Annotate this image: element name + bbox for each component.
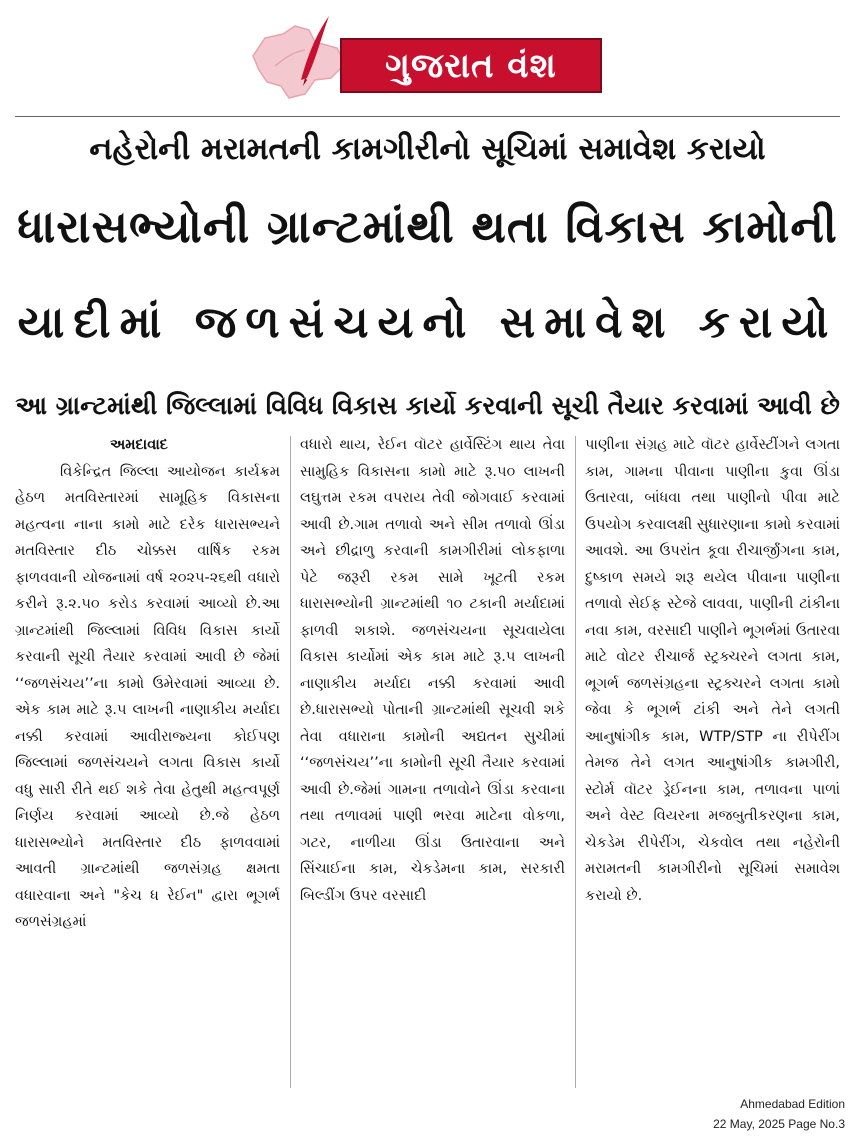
headline-line-2: યાદીમાં જળસંચયનો સમાવેશ કરાયો — [17, 297, 838, 348]
article-column-1 — [15, 432, 280, 1092]
edition-date-page: 22 May, 2025 Page No.3 — [713, 1117, 845, 1131]
masthead-nameplate — [340, 38, 602, 93]
header-rule — [15, 116, 840, 117]
masthead — [245, 8, 610, 106]
column-2-text: વધારો થાય, રેઈન વૉટર હાર્વેસ્ટિંગ થાય તેવા સામુહિક વિકાસના કામો માટે રૂ.૫૦ લાખની લઘુત્તમ રકમ વપરાય તેવી જોગવાઈ કરવામાં આવી છે.ગામ તળાવો અને સીમ તળાવો ઊંડા અને છીદ્રાળુ કરવાની કામગીરીમાં લોકફાળા પેટે જરૂરી રકમ સામે ખૂટતી રકમ ધારાસભ્યોની ગ્રાન્ટમાંથી ૧૦ ટકાની મર્યાદામાં ફાળવી શકાશે. જળસંચયના સૂચવાયેલા વિકાસ કાર્યોમાં એક કામ માટે રૂ.૫ લાખની નાણાકીય મર્યાદા નક્કી કરવામાં આવી છે.ધારાસભ્યો પોતાની ગ્રાન્ટમાંથી સૂચવી શકે તેવા વધારાના કામોની અદ્યતન સુચીમાં ‘‘જળસંચય’’ના કામોની સૂચી તૈયાર કરવામાં આવી છે.જેમાં ગામના તળાવોને ઊંડા કરવાના તથા તળાવમાં પાણી ભરવા માટેના વોકળા, ગટર, નાળીયા ઊંડા ઉતારવાના અને સિંચાઈના કામ, ચેકડેમના કામ, સરકારી બિલ્ડીંગ ઉપર વરસાદી — [300, 437, 565, 904]
column-divider — [575, 436, 576, 1088]
column-divider — [290, 436, 291, 1088]
article-kicker: નહેરોની મરામતની કામગીરીનો સૂચિમાં સમાવેશ કરાયો — [89, 131, 766, 167]
masthead-title: ગુજરાત વંશ — [385, 45, 557, 86]
column-3-text: પાણીના સંગ્રહ માટે વૉટર હાર્વેસ્ટીંગને લગતા કામ, ગામના પીવાના પાણીના કુવા ઊંડા ઉતારવા, બાંધવા તથા પાણીનો પીવા માટે ઉપયોગ કરવાલક્ષી સુધારણાના કામો કરવામાં આવશે. આ ઉપરાંત કૂવા રીચાર્જીંગના કામ, દુષ્કાળ સમયે શરૂ થયેલ પીવાના પાણીના તળાવો સેઈફ સ્ટેજે લાવવા, પાણીની ટાંકીના નવા કામ, વરસાદી પાણીને ભૂગર્ભમાં ઉતારવા માટે વોટર રીચાર્જ સ્ટ્રક્ચરને લગતા કામ, ભૂગર્ભ જળસંગ્રહના સ્ટ્રક્ચરને લગતા કામો જેવા કે ભૂગર્ભ ટાંકી અને તેને લગતી આનુષાંગીક કામ, WTP/STP ના રીપેરીંગ તેમજ તેને લગત આનુષાંગીક કામગીરી, સ્ટોર્મ વૉટર ડ્રેઈનના કામ, તળાવના પાળાં અને વેસ્ટ વિયરના મજબુતીકરણના કામ, ચેકડેમ રીપેરીંગ, ચેકવોલ તથા નહેરોની મરામતની કામગીરીનો સૂચિમાં સમાવેશ કરાયો છે. — [585, 437, 840, 904]
dateline: અમદાવાદ — [110, 437, 168, 453]
headline-line-1: ધારાસભ્યોની ગ્રાન્ટમાંથી થતા વિકાસ કામોની — [17, 200, 838, 253]
edition-info — [713, 1094, 845, 1134]
edition-name: Ahmedabad Edition — [740, 1097, 845, 1111]
article-deck: આ ગ્રાન્ટમાંથી જિલ્લામાં વિવિધ વિકાસ કાર્યો કરવાની સૂચી તૈયાર કરવામાં આવી છે — [15, 391, 840, 420]
article-column-3 — [585, 432, 840, 1092]
column-1-text: વિકેન્દ્રિત જિલ્લા આયોજન કાર્યક્રમ હેઠળ મતવિસ્તારમાં સામૂહિક વિકાસના મહત્વના નાના કામો માટે દરેક ધારાસભ્યને મતવિસ્તાર દીઠ ચોક્કસ વાર્ષિક રકમ ફાળવવાની યોજનામાં વર્ષ ૨૦૨૫-૨૬થી વધારો કરીને રૂ.૨.૫૦ કરોડ કરવામાં આવ્યો છે.આ ગ્રાન્ટમાંથી જિલ્લામાં વિવિધ વિકાસ કાર્યો કરવાની સૂચી તૈયાર કરવામાં આવી છે જેમાં ‘‘જળસંચય’’ના કામો ઉમેરવામાં આવ્યા છે. એક કામ માટે રૂ.૫ લાખની નાણાકીય મર્યાદા નક્કી કરવામાં આવીરાજ્યના કોઈપણ જિલ્લામાં જળસંચયને લગતા વિકાસ કાર્યો વધુ સારી રીતે થઈ શકે તેવા હેતુથી મહત્વપૂર્ણ નિર્ણય કરવામાં આવ્યો છે.જે હેઠળ ધારાસભ્યોને મતવિસ્તાર દીઠ ફાળવવામાં આવતી ગ્રાન્ટમાંથી જળસંગ્રહ ક્ષમતા વધારવાના અને "કેચ ધ રેઈન" દ્વારા ભૂગર્ભ જળસંગ્રહમાં — [15, 463, 280, 930]
article-column-2 — [300, 432, 565, 1092]
